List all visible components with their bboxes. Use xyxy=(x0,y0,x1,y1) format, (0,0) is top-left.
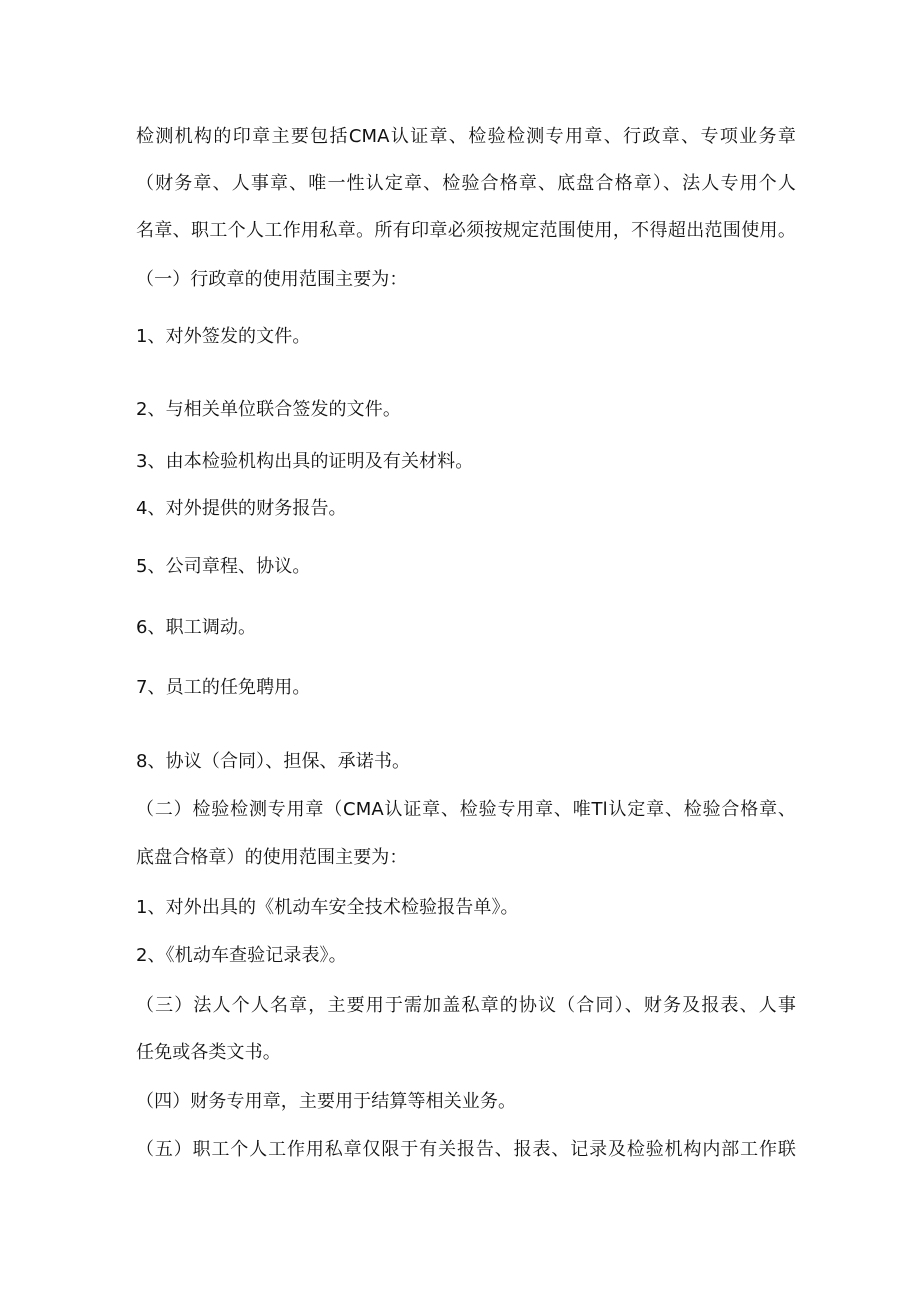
section-1-item-4: 4、对外提供的财务报告。 xyxy=(136,498,347,519)
paragraph-intro-line-3: 名章、职工个人工作用私章。所有印章必须按规定范围使用，不得超出范围使用。 xyxy=(136,220,796,241)
section-2-heading-line-1: （二）检验检测专用章（CMA认证章、检验专用章、唯Tl认定章、检验合格章、 xyxy=(136,799,796,820)
paragraph-intro-line-2: （财务章、人事章、唯一性认定章、检验合格章、底盘合格章）、法人专用个人 xyxy=(136,173,796,194)
section-3-line-2: 任免或各类文书。 xyxy=(136,1042,281,1063)
section-2-heading-line-2: 底盘合格章）的使用范围主要为： xyxy=(136,847,408,868)
section-1-item-2: 2、与相关单位联合签发的文件。 xyxy=(136,399,401,420)
section-1-item-5: 5、公司章程、协议。 xyxy=(136,556,311,577)
section-4-line: （四）财务专用章，主要用于结算等相关业务。 xyxy=(136,1091,517,1112)
section-2-item-1: 1、对外出具的《机动车安全技术检验报告单》。 xyxy=(136,897,519,918)
section-1-item-3: 3、由本检验机构出具的证明及有关材料。 xyxy=(136,451,474,472)
section-5-line-1: （五）职工个人工作用私章仅限于有关报告、报表、记录及检验机构内部工作联 xyxy=(136,1139,796,1160)
section-2-item-2: 2、《机动车查验记录表》。 xyxy=(136,945,347,966)
section-1-heading: （一）行政章的使用范围主要为： xyxy=(136,269,408,290)
section-1-item-7: 7、员工的任免聘用。 xyxy=(136,677,311,698)
section-3-line-1: （三）法人个人名章，主要用于需加盖私章的协议（合同）、财务及报表、人事 xyxy=(136,995,796,1016)
section-1-item-6: 6、职工调动。 xyxy=(136,617,257,638)
paragraph-intro-line-1: 检测机构的印章主要包括CMA认证章、检验检测专用章、行政章、专项业务章 xyxy=(136,126,796,147)
section-1-item-8: 8、协议（合同）、担保、承诺书。 xyxy=(136,751,411,772)
section-1-item-1: 1、对外签发的文件。 xyxy=(136,326,311,347)
